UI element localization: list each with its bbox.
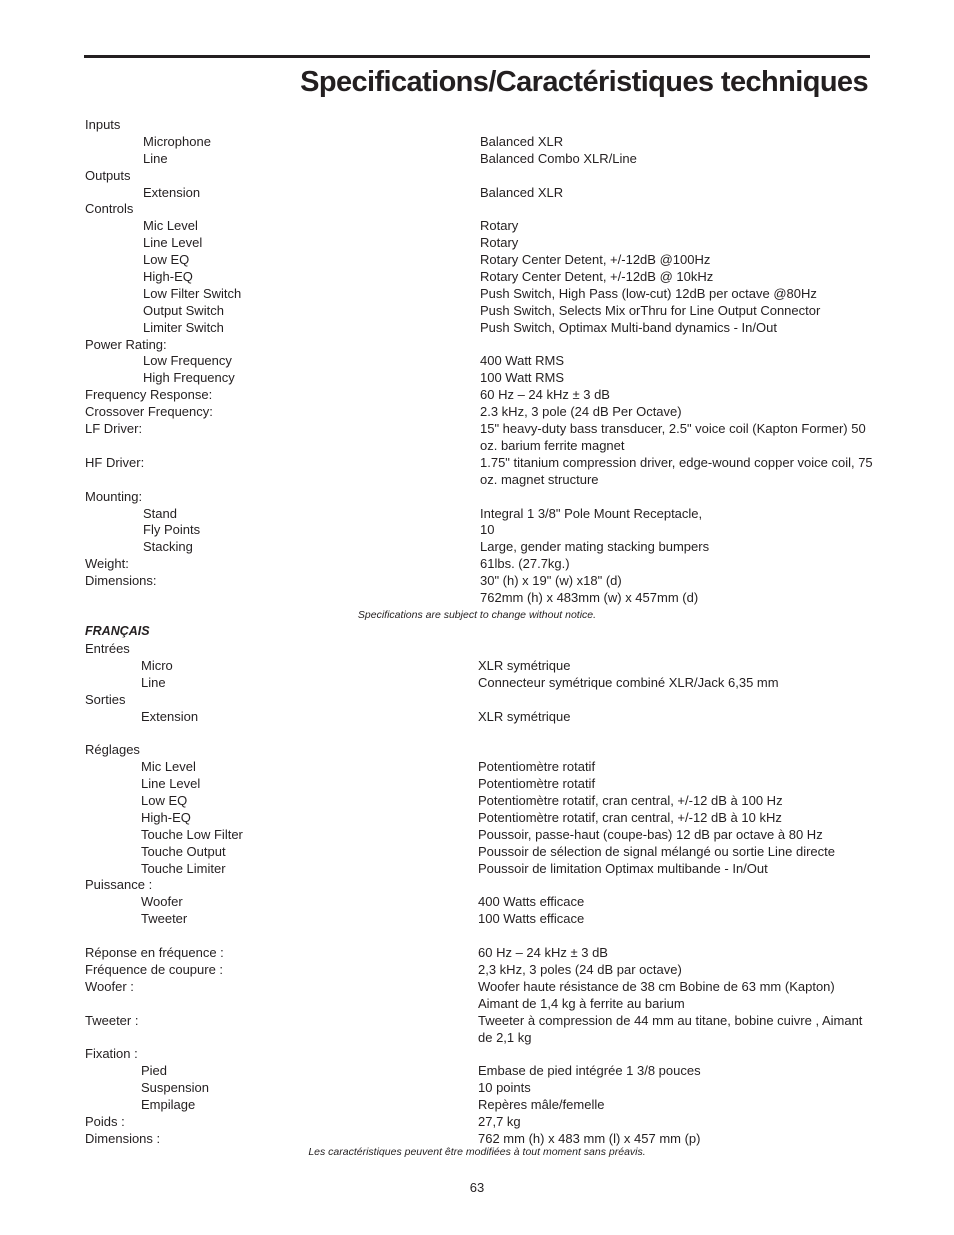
spec-label: Line [141, 674, 166, 690]
spec-value: Balanced Combo XLR/Line [480, 150, 637, 166]
spec-label: Outputs [85, 167, 131, 183]
spec-value: Potentiomètre rotatif, cran central, +/-12 dB à 10 kHz [478, 809, 782, 825]
spec-label: Mounting: [85, 488, 143, 504]
spec-value: Potentiomètre rotatif, cran central, +/-12 dB à 100 Hz [478, 793, 783, 809]
spec-value: Connecteur symétrique combiné XLR/Jack 6,35 mm [478, 674, 779, 690]
spec-label: Crossover Frequency: [85, 404, 213, 420]
spec-label: Puissance : [85, 877, 153, 893]
spec-value: 27,7 kg [478, 1113, 521, 1129]
spec-value: Repères mâle/femelle [478, 1097, 605, 1113]
spec-value: Push Switch, Optimax Multi-band dynamics - In/Out [480, 319, 777, 335]
spec-label: Line Level [141, 776, 201, 792]
spec-value: 2.3 kHz, 3 pole (24 dB Per Octave) [480, 404, 682, 420]
spec-value: Push Switch, Selects Mix orThru for Line Output Connector [480, 302, 821, 318]
spec-label: Fréquence de coupure : [85, 961, 224, 977]
spec-label: Tweeter : [85, 1012, 139, 1028]
spec-label: Réponse en fréquence : [85, 945, 224, 961]
page-number: 63 [469, 1180, 485, 1195]
spec-label: Réglages [85, 742, 140, 758]
spec-label: LF Driver: [85, 421, 143, 437]
spec-label: Controls [85, 201, 134, 217]
spec-label: Dimensions : [85, 1130, 161, 1146]
spec-value: Potentiomètre rotatif [478, 759, 596, 775]
spec-label: Low EQ [143, 252, 190, 268]
french-heading: FRANÇAIS [85, 624, 150, 638]
spec-label: Tweeter [141, 911, 188, 927]
top-rule [84, 55, 870, 58]
spec-label: Weight: [85, 556, 129, 572]
spec-value: Poussoir, passe-haut (coupe-bas) 12 dB par octave à 80 Hz [478, 826, 823, 842]
spec-label: Extension [143, 184, 201, 200]
spec-label: Extension [141, 708, 199, 724]
spec-label: Microphone [143, 133, 211, 149]
spec-label: Fixation : [85, 1046, 138, 1062]
spec-value: XLR symétrique [478, 708, 571, 724]
spec-label: Touche Limiter [141, 860, 226, 876]
spec-label: Sorties [85, 691, 126, 707]
spec-label: Empilage [141, 1097, 196, 1113]
spec-label: Mic Level [143, 218, 198, 234]
spec-value: Balanced XLR [480, 133, 564, 149]
spec-label: Line [143, 150, 168, 166]
spec-value: 30" (h) x 19" (w) x18" (d) [480, 573, 622, 589]
spec-value: XLR symétrique [478, 657, 571, 673]
spec-label: Stand [143, 505, 177, 521]
spec-label: Stacking [143, 539, 193, 555]
spec-value: Integral 1 3/8" Pole Mount Receptacle, [480, 505, 703, 521]
spec-value: Poussoir de sélection de signal mélangé ou sortie Line directe [478, 843, 835, 859]
spec-label: Woofer [141, 894, 183, 910]
spec-label: Suspension [141, 1080, 209, 1096]
spec-label: High-EQ [143, 269, 193, 285]
spec-label: Inputs [85, 117, 121, 132]
spec-value: Rotary [480, 235, 519, 251]
spec-label: Pied [141, 1063, 168, 1079]
spec-label: High-EQ [141, 809, 191, 825]
spec-value: Potentiomètre rotatif [478, 776, 596, 792]
spec-label: Mic Level [141, 759, 196, 775]
spec-label: Low Frequency [143, 353, 232, 369]
spec-label: Micro [141, 657, 173, 673]
spec-value: 61lbs. (27.7kg.) [480, 556, 570, 572]
page-title: Specifications/Caractéristiques techniques [300, 66, 868, 98]
spec-value: Rotary Center Detent, +/-12dB @100Hz [480, 252, 711, 268]
spec-value: 400 Watts efficace [478, 894, 585, 910]
english-disclaimer: Specifications are subject to change without notice. [357, 609, 597, 621]
spec-value: 400 Watt RMS [480, 353, 565, 369]
spec-value: 100 Watts efficace [478, 911, 585, 927]
spec-value: 60 Hz – 24 kHz ± 3 dB [478, 945, 608, 961]
spec-value: 15" heavy-duty bass transducer, 2.5" voice coil (Kapton Former) 50 oz. barium ferrite magnet [480, 421, 866, 453]
spec-value: 762 mm (h) x 483 mm (l) x 457 mm (p) [478, 1130, 701, 1146]
spec-value: 100 Watt RMS [480, 370, 565, 386]
spec-value: Poussoir de limitation Optimax multibande - In/Out [478, 860, 768, 876]
spec-label: Poids : [85, 1113, 125, 1129]
spec-label: Entrées [85, 641, 130, 656]
spec-value: Rotary [480, 218, 519, 234]
spec-value: 762mm (h) x 483mm (w) x 457mm (d) [480, 589, 699, 605]
spec-label: Frequency Response: [85, 387, 213, 403]
spec-value: Rotary Center Detent, +/-12dB @ 10kHz [480, 269, 714, 285]
spec-label: Dimensions: [85, 573, 157, 589]
spec-label: HF Driver: [85, 454, 145, 470]
spec-label: Limiter Switch [143, 319, 224, 335]
spec-label: Fly Points [143, 522, 201, 538]
spec-value: 60 Hz – 24 kHz ± 3 dB [480, 387, 610, 403]
spec-value: Embase de pied intégrée 1 3/8 pouces [478, 1063, 701, 1079]
spec-label: Low EQ [141, 793, 188, 809]
spec-label: Line Level [143, 235, 203, 251]
spec-value: 2,3 kHz, 3 poles (24 dB par octave) [478, 961, 682, 977]
spec-label: Output Switch [143, 302, 224, 318]
spec-value: Large, gender mating stacking bumpers [480, 539, 710, 555]
spec-value: 1.75" titanium compression driver, edge-wound copper voice coil, 75 oz. magnet structure [480, 454, 873, 487]
spec-label: Touche Low Filter [141, 826, 243, 842]
spec-value: Woofer haute résistance de 38 cm Bobine de 63 mm (Kapton) Aimant de 1,4 kg à ferrite au barium [478, 978, 835, 1011]
spec-value: Balanced XLR [480, 184, 564, 200]
spec-label: Touche Output [141, 843, 226, 859]
spec-value: Tweeter à compression de 44 mm au titane, bobine cuivre , Aimant de 2,1 kg [478, 1012, 863, 1045]
spec-label: High Frequency [143, 370, 235, 386]
spec-value: 10 points [478, 1080, 531, 1096]
spec-value: Push Switch, High Pass (low-cut) 12dB per octave @80Hz [480, 285, 817, 301]
spec-label: Low Filter Switch [143, 285, 242, 301]
spec-value: 10 [480, 522, 495, 538]
french-disclaimer: Les caractéristiques peuvent être modifiées à tout moment sans préavis. [308, 1146, 646, 1158]
spec-label: Woofer : [85, 978, 134, 994]
spec-label: Power Rating: [85, 336, 167, 352]
